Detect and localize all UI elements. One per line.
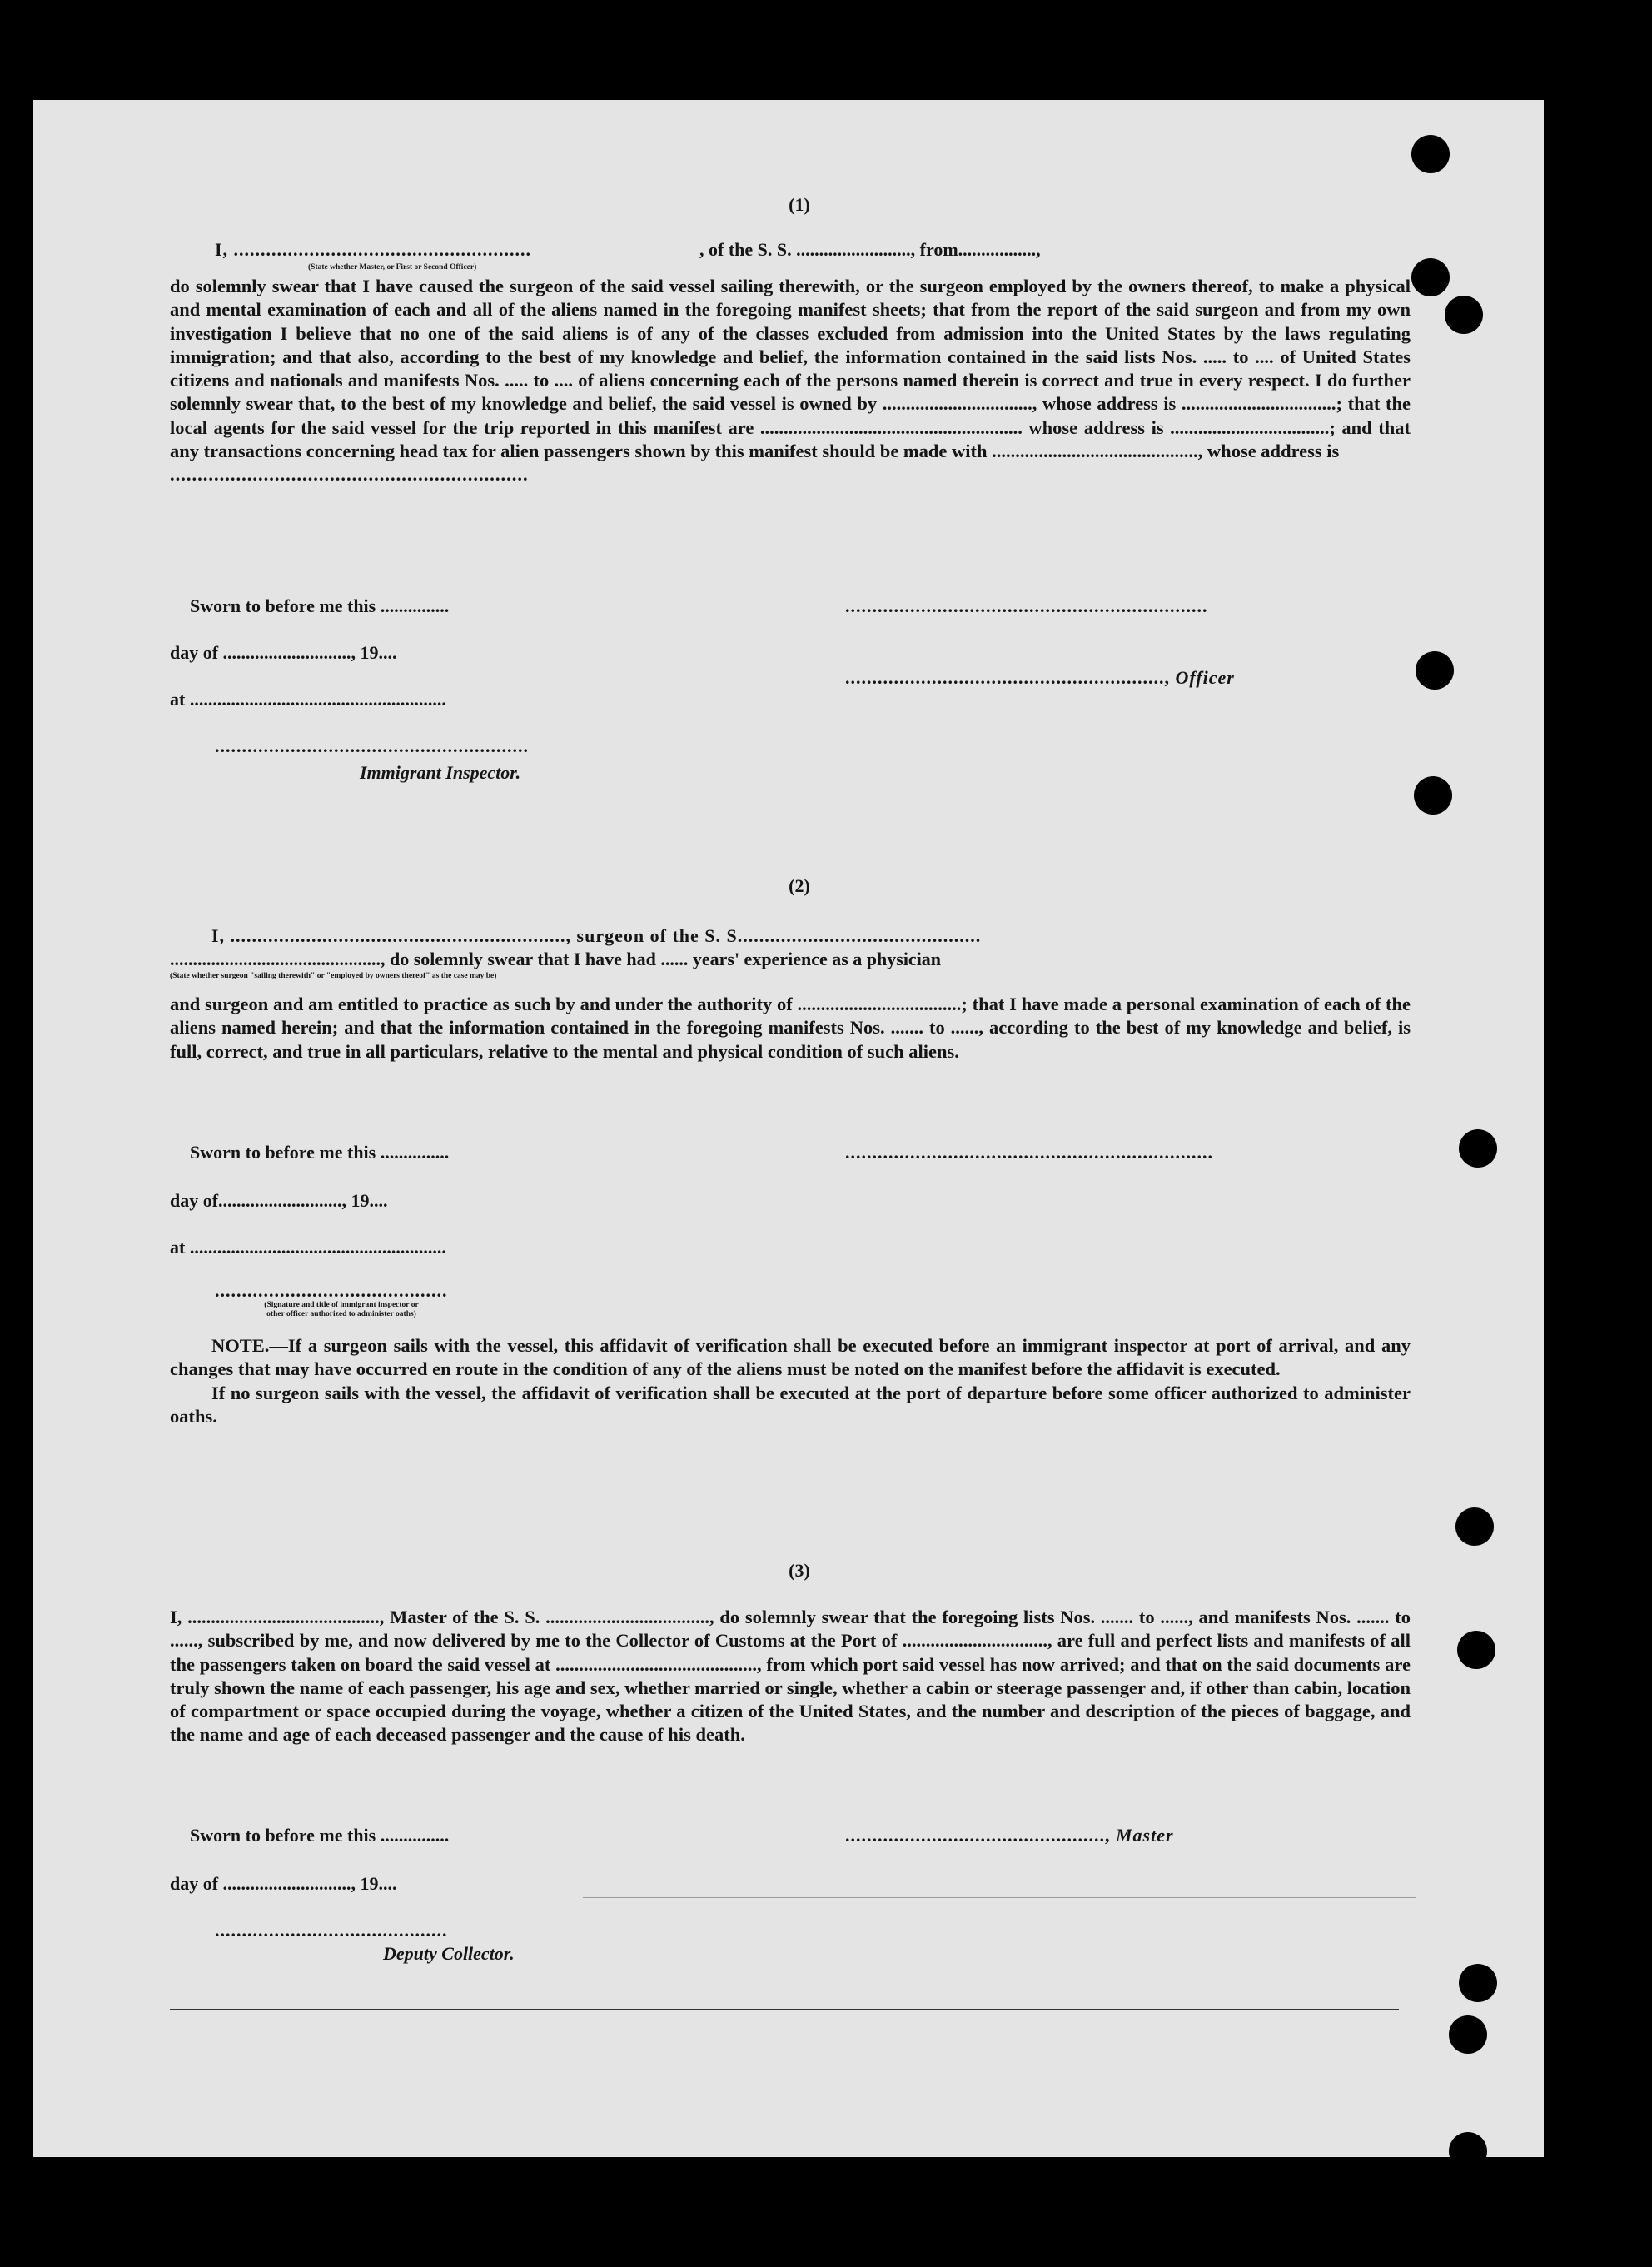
master-name-field: I, ....................................................... (215, 239, 532, 260)
officer-rank-caption: (State whether Master, or First or Second Officer) (308, 263, 477, 272)
officer-signature-line: ................................................................... (845, 595, 1208, 616)
punch-hole (1449, 2015, 1487, 2054)
vessel-from-field: , of the S. S. ........................., from................., (699, 239, 1041, 260)
sworn-line-3: Sworn to before me this ............... (190, 1825, 450, 1846)
faint-rule (583, 1897, 1416, 1898)
inspector-signature-line-2: ........................................... (215, 1280, 448, 1301)
at-line-2: at ........................................................ (170, 1237, 446, 1258)
note-text: NOTE.—If a surgeon sails with the vessel, this affidavit of verification shall be executed before an immigrant inspector at port of arrival, and any changes that may have occurred en route in the condition of any of the aliens must be noted on the manifest before the affidavit is executed. If no surgeon sails with the vessel, the affidavit of verification shall be executed at the port of departure before some officer authorized to administer oaths. (170, 1335, 1411, 1427)
officer-signature-line-2: ..........................................................., Officer (845, 667, 1235, 688)
oath-text-1: do solemnly swear that I have caused the surgeon of the said vessel sailing therewith, or the surgeon employed by the owners thereof, to make a physical and mental examination of each and all of the aliens named in the foregoing manifest sheets; that from the report of the said surgeon and from my own investigation I believe that no one of the said aliens is of any of the classes excluded from admission into the United States by the laws regulating immigration; and that also, according to the best of my knowledge and belief, the information contained in the said lists Nos. ..... to .... of United States citizens and nationals and manifests Nos. ..... to .... of aliens concerning each of the persons named therein is correct and true in every respect. I do further solemnly swear that, to the best of my knowledge and belief, the said vessel is owned by ................................, whose address is .................................; that the local agents for the said vessel for the trip reported in this manifest are ........................................................ whose address is ..................................; and that any transactions concerning head tax for alien passengers shown by this manifest should be made with ............................................, whose address is ................................................................. (170, 276, 1411, 486)
sworn-line-2: Sworn to before me this ............... (190, 1142, 450, 1163)
section-1-number: (1) (789, 194, 810, 215)
oath-text-3: I, ........................................., Master of the S. S. ..................................., do solemnly swear that the foregoing lists Nos. ....... to ......, and manifests Nos. ....... to ......, subscribed by me, and now delivered by me to the Collector of Customs at the Port of ..............................., are full and perfect lists and manifests of all the passengers taken on board the said vessel at ..........................................., from which port said vessel has now arrived; and that on the said documents are truly shown the name of each passenger, his age and sex, whether married or single, whether a cabin or steerage passenger and, if other than cabin, location of compartment or space occupied during the voyage, whether a citizen of the United States, and the number and description of the pieces of baggage, and the name and age of each deceased passenger and the cause of his death. (170, 1607, 1411, 1746)
section-3-number: (3) (789, 1560, 810, 1581)
surgeon-signature-line: .................................................................... (845, 1142, 1213, 1163)
inspector-signature-line: .......................................................... (215, 735, 529, 756)
punch-hole (1449, 2132, 1487, 2170)
day-line-1: day of ............................, 19.... (170, 642, 397, 663)
at-line-1: at ........................................................ (170, 689, 446, 710)
signature-caption: (Signature and title of immigrant inspector or other officer authorized to administer oaths) (264, 1301, 419, 1318)
immigrant-inspector-label: Immigrant Inspector. (360, 762, 521, 783)
punch-hole (1457, 1631, 1495, 1669)
collector-signature-line: ........................................... (215, 1920, 448, 1941)
sworn-line-1: Sworn to before me this ............... (190, 595, 450, 616)
punch-hole (1459, 1129, 1497, 1168)
manifest-page (33, 100, 1544, 2157)
punch-hole (1459, 1964, 1497, 2002)
punch-hole (1416, 651, 1454, 690)
section-2-number: (2) (789, 875, 810, 896)
bottom-rule (170, 2009, 1399, 2010)
surgeon-name-field: I, .............................................................., surgeon of the S. S............................................. (211, 925, 982, 946)
punch-hole (1414, 776, 1452, 815)
surgeon-caption: (State whether surgeon "sailing therewith" or "employed by owners thereof" as the case may be) (170, 972, 497, 980)
oath-text-2: and surgeon and am entitled to practice as such by and under the authority of ...................................; that I have made a personal examination of each of the aliens named herein; and that the information contained in the foregoing manifests Nos. ....... to ......, according to the best of my knowledge and belief, is full, correct, and true in all particulars, relative to the mental and physical condition of such aliens. (170, 994, 1411, 1062)
punch-hole (1411, 258, 1450, 296)
punch-hole (1455, 1507, 1494, 1546)
day-line-3: day of ............................, 19.... (170, 1873, 397, 1894)
punch-hole (1411, 135, 1450, 173)
punch-hole (1445, 296, 1483, 334)
surgeon-experience-line: .............................................., do solemnly swear that I have had ...... years' experience as a physician (170, 949, 942, 969)
deputy-collector-label: Deputy Collector. (383, 1943, 515, 1964)
master-signature-line: ................................................, Master (845, 1825, 1174, 1846)
day-line-2: day of..........................., 19.... (170, 1190, 388, 1211)
